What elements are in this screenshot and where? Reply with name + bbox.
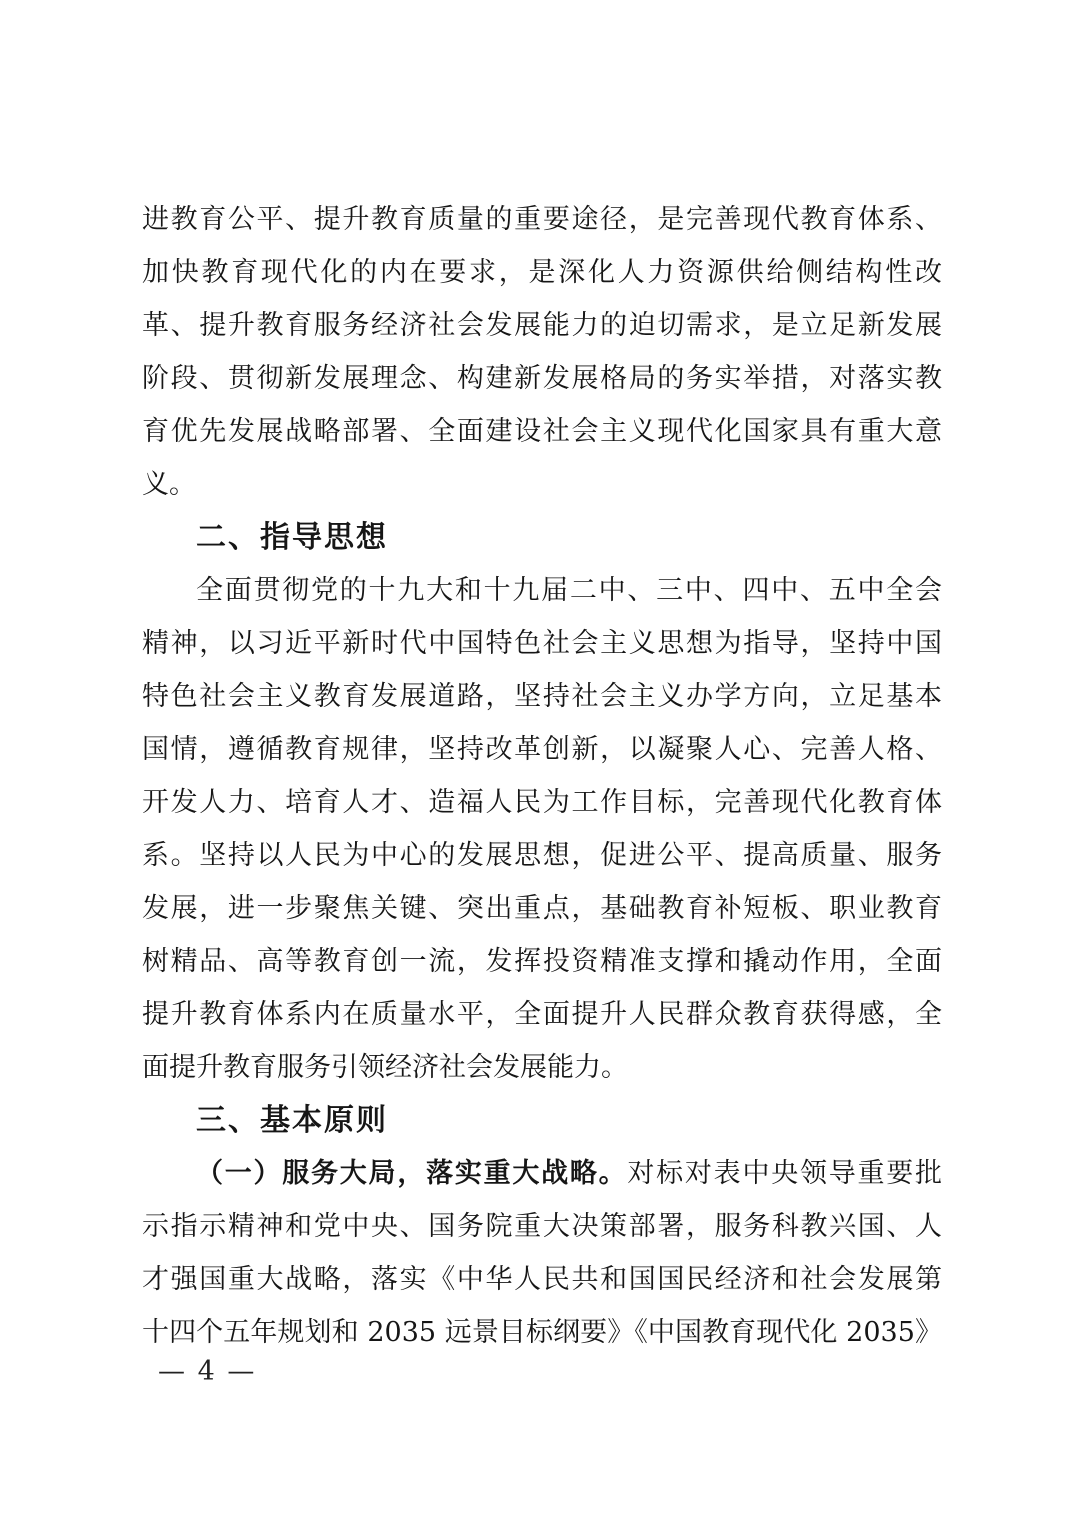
text-line: 阶段、贯彻新发展理念、构建新发展格局的务实举措，对落实教 <box>142 363 942 394</box>
section-heading-guiding-ideology: 二、指导思想 <box>196 521 388 554</box>
text-line: 加快教育现代化的内在要求，是深化人力资源供给侧结构性改 <box>142 257 942 288</box>
text-line: 发展，进一步聚焦关键、突出重点，基础教育补短板、职业教育 <box>142 893 942 924</box>
text-line: 精神，以习近平新时代中国特色社会主义思想为指导，坚持中国 <box>142 628 942 659</box>
text-line: 革、提升教育服务经济社会发展能力的迫切需求，是立足新发展 <box>142 310 942 341</box>
text-line: 系。坚持以人民为中心的发展思想，促进公平、提高质量、服务 <box>142 840 942 871</box>
page-number: — 4 — <box>158 1356 257 1387</box>
text-line: 育优先发展战略部署、全面建设社会主义现代化国家具有重大意 <box>142 416 942 447</box>
text-line: 义。 <box>142 469 196 500</box>
text-line: 国情，遵循教育规律，坚持改革创新，以凝聚人心、完善人格、 <box>142 734 942 765</box>
text-line <box>142 1147 942 1200</box>
text-line: 提升教育体系内在质量水平，全面提升人民群众教育获得感，全 <box>142 999 942 1030</box>
text-line: 示指示精神和党中央、国务院重大决策部署，服务科教兴国、人 <box>142 1211 942 1242</box>
text-line: 开发人力、培育人才、造福人民为工作目标，完善现代化教育体 <box>142 787 942 818</box>
item-one-lead-rest: 对标对表中央领导重要批 <box>627 1158 942 1189</box>
text-line: 特色社会主义教育发展道路，坚持社会主义办学方向，立足基本 <box>142 681 942 712</box>
text-line: 全面贯彻党的十九大和十九届二中、三中、四中、五中全会 <box>196 575 942 606</box>
text-line: 树精品、高等教育创一流，发挥投资精准支撑和撬动作用，全面 <box>142 946 942 977</box>
text-line: 才强国重大战略，落实《中华人民共和国国民经济和社会发展第 <box>142 1264 942 1295</box>
text-block <box>142 193 942 1359</box>
text-line: 面提升教育服务引领经济社会发展能力。 <box>142 1052 628 1083</box>
text-line: 十四个五年规划和 2035 远景目标纲要》《中国教育现代化 2035》 <box>142 1317 942 1348</box>
text-line: 进教育公平、提升教育质量的重要途径，是完善现代教育体系、 <box>142 204 942 235</box>
section-heading-basic-principles: 三、基本原则 <box>196 1104 388 1137</box>
item-one-lead-bold: （一）服务大局，落实重大战略。 <box>196 1158 628 1189</box>
